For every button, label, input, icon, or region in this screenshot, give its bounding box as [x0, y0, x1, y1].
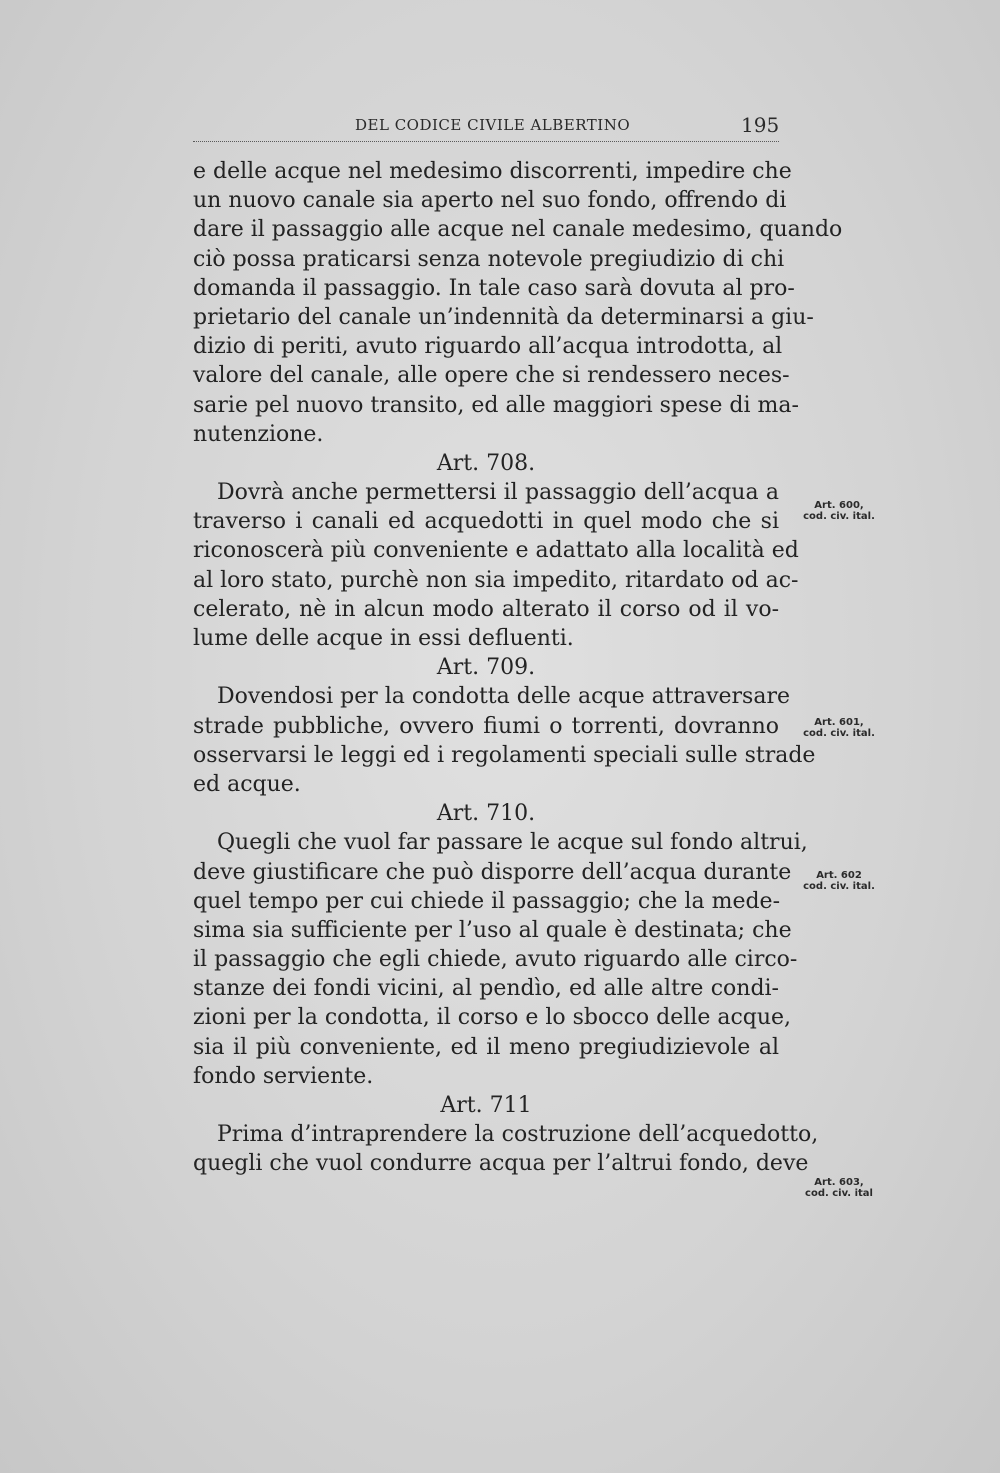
text-line: ed acque. — [193, 771, 301, 797]
text-line: il passaggio che egli chiede, avuto riguardo alle circo- — [193, 947, 798, 973]
margin-note-article: Art. 603, — [814, 1177, 864, 1188]
text-line: celerato, nè in alcun modo alterato il corso od il vo- — [193, 596, 779, 622]
text-line: Dovrà anche permettersi il passaggio dell’acqua a — [217, 480, 779, 506]
margin-note-reference: cod. civ. ital — [805, 1188, 873, 1199]
margin-note — [796, 500, 882, 522]
margin-note-article: Art. 601, — [814, 717, 864, 728]
text-line: nutenzione. — [193, 421, 324, 447]
article-heading: Art. 711 — [440, 1093, 532, 1118]
running-title: DEL CODICE CIVILE ALBERTINO — [355, 116, 631, 134]
header-rule — [193, 141, 779, 142]
text-line: dare il passaggio alle acque nel canale medesimo, quando — [193, 217, 843, 243]
margin-note — [796, 717, 882, 739]
margin-note-article: Art. 602 — [816, 870, 862, 881]
text-line: lume delle acque in essi defluenti. — [193, 626, 574, 651]
margin-note — [796, 870, 882, 892]
margin-note-reference: cod. civ. ital. — [803, 511, 875, 522]
text-line: quel tempo per cui chiede il passaggio; che la mede- — [193, 888, 780, 914]
article-heading: Art. 709. — [436, 655, 536, 681]
text-line: sarie pel nuovo transito, ed alle maggiori spese di ma- — [193, 392, 799, 418]
text-line: fondo serviente. — [193, 1063, 374, 1089]
margin-note-reference: cod. civ. ital. — [803, 881, 875, 892]
text-line: Quegli che vuol far passare le acque sul fondo altrui, — [217, 830, 808, 856]
text-line: valore del canale, alle opere che si rendessero neces- — [193, 363, 790, 389]
text-line: Prima d’intraprendere la costruzione dell’acquedotto, — [217, 1122, 819, 1148]
text-line: Dovendosi per la condotta delle acque attraversare — [217, 684, 790, 710]
text-line: sia il più conveniente, ed il meno pregiudizievole al — [193, 1034, 779, 1060]
text-line: al loro stato, purchè non sia impedito, ritardato od ac- — [193, 567, 799, 593]
text-line: un nuovo canale sia aperto nel suo fondo, offrendo di — [193, 188, 787, 214]
margin-note-reference: cod. civ. ital. — [803, 728, 875, 739]
text-line: osservarsi le leggi ed i regolamenti speciali sulle strade — [193, 742, 816, 768]
text-line: ciò possa praticarsi senza notevole pregiudizio di chi — [193, 246, 785, 272]
text-line: domanda il passaggio. In tale caso sarà dovuta al pro- — [193, 275, 795, 301]
article-heading: Art. 710. — [436, 801, 536, 827]
margin-note-article: Art. 600, — [814, 500, 864, 511]
text-line: strade pubbliche, ovvero fiumi o torrenti, dovranno — [193, 713, 779, 739]
text-line: e delle acque nel medesimo discorrenti, impedire che — [193, 159, 792, 184]
article-heading: Art. 708. — [436, 450, 536, 476]
text-line: quegli che vuol condurre acqua per l’altrui fondo, deve — [193, 1151, 809, 1177]
text-line: deve giustificare che può disporre dell’acqua durante — [193, 859, 792, 885]
text-line: prietario del canale un’indennità da determinarsi a giu- — [193, 304, 814, 330]
text-line: dizio di periti, avuto riguardo all’acqua introdotta, al — [193, 334, 783, 360]
margin-note — [796, 1177, 882, 1199]
text-line: traverso i canali ed acquedotti in quel modo che si — [193, 509, 779, 535]
page-number: 195 — [741, 113, 780, 137]
text-line: sima sia sufficiente per l’uso al quale è destinata; che — [193, 917, 792, 943]
text-line: stanze dei fondi vicini, al pendìo, ed alle altre condi- — [193, 976, 779, 1002]
text-line: riconoscerà più conveniente e adattato alla località ed — [193, 538, 799, 564]
text-line: zioni per la condotta, il corso e lo sbocco delle acque, — [193, 1005, 792, 1031]
